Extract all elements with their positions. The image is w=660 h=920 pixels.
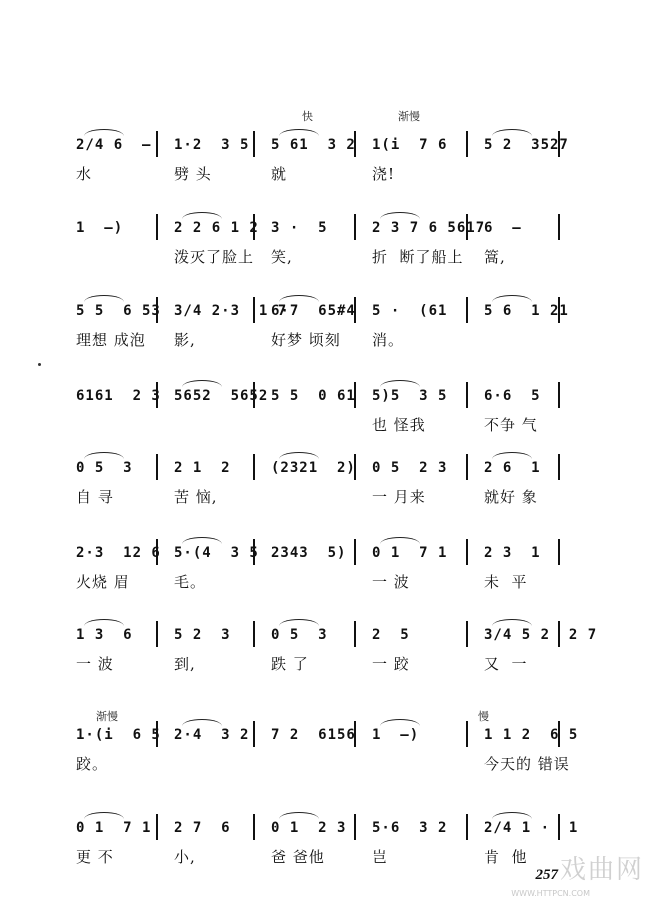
barline [466, 382, 468, 408]
lyric-text: 岂 [372, 848, 389, 866]
measure-notes: 5 5 6 53 [76, 303, 161, 319]
measure-notes: 5 6 1 21 [484, 303, 569, 319]
barline [156, 131, 158, 157]
lyric-text: 未 平 [484, 573, 528, 591]
barline [558, 214, 560, 240]
barline [466, 721, 468, 747]
measure-notes: 0 5 3 [76, 460, 133, 476]
slur-arc [279, 452, 319, 459]
barline [466, 621, 468, 647]
measure-notes: 2 6 1 [484, 460, 541, 476]
tempo-mark: 渐慢 [398, 110, 420, 123]
measure-notes: 1 3 6 [76, 627, 133, 643]
measure-notes: 5 5 0 61 [271, 388, 356, 404]
measure-notes: 0 1 7 1 [372, 545, 448, 561]
measure-notes: 5 2 3 [174, 627, 231, 643]
lyric-text: 小, [174, 848, 196, 866]
measure-notes: 1 1 2 6 5 [484, 727, 579, 743]
measure-notes: 2343 5) [271, 545, 347, 561]
measure-notes: 0 1 2 3 [271, 820, 347, 836]
slur-arc [492, 619, 532, 626]
measure-notes: 0 5 3 [271, 627, 328, 643]
lyric-text: 更 不 [76, 848, 114, 866]
measure-notes: 2 5 [372, 627, 410, 643]
slur-arc [492, 812, 532, 819]
barline [253, 814, 255, 840]
measure-notes: 6161 2 3 [76, 388, 161, 404]
lyric-text: 苦 恼, [174, 488, 218, 506]
lyric-text: 就 [271, 165, 288, 183]
lyric-text: 跤。 [76, 755, 109, 773]
slur-arc [84, 452, 124, 459]
stray-mark [38, 363, 41, 366]
slur-arc [492, 129, 532, 136]
barline [253, 721, 255, 747]
lyric-text: 一 波 [76, 655, 114, 673]
barline [466, 539, 468, 565]
tempo-mark: 慢 [478, 710, 489, 723]
slur-arc [182, 212, 222, 219]
measure-notes: 2/4 1 · 1 [484, 820, 579, 836]
lyric-text: 又 一 [484, 655, 528, 673]
slur-arc [380, 537, 420, 544]
barline [558, 454, 560, 480]
measure-notes: 2 3 7 6 5617 [372, 220, 486, 236]
barline [466, 297, 468, 323]
lyric-text: 一 月来 [372, 488, 426, 506]
barline [156, 214, 158, 240]
measure-notes: 2 3 1 [484, 545, 541, 561]
barline [466, 131, 468, 157]
measure-notes: (2321 2) [271, 460, 356, 476]
measure-notes: 6·7 65#4 [271, 303, 356, 319]
measure-notes: 1 —) [76, 220, 124, 236]
slur-arc [380, 719, 420, 726]
barline [156, 814, 158, 840]
lyric-text: 就好 象 [484, 488, 538, 506]
barline [253, 454, 255, 480]
measure-notes: 5 61 3 2 [271, 137, 356, 153]
measure-notes: 0 1 7 1 [76, 820, 152, 836]
barline [466, 814, 468, 840]
lyric-text: 好梦 顷刻 [271, 331, 341, 349]
tempo-mark: 渐慢 [96, 710, 118, 723]
slur-arc [279, 619, 319, 626]
slur-arc [182, 719, 222, 726]
measure-notes: 5 · (61 [372, 303, 448, 319]
slur-arc [492, 452, 532, 459]
lyric-text: 篙, [484, 248, 506, 266]
lyric-text: 泼灭了脸上 [174, 248, 255, 266]
watermark-logo-text: 戏曲网 [559, 855, 644, 885]
lyric-text: 火烧 眉 [76, 573, 130, 591]
barline [354, 814, 356, 840]
lyric-text: 自 寻 [76, 488, 114, 506]
barline [466, 454, 468, 480]
barline [558, 382, 560, 408]
slur-arc [84, 129, 124, 136]
slur-arc [182, 537, 222, 544]
measure-notes: 2·3 12 6 [76, 545, 161, 561]
watermark-url: WWW.HTTPCN.COM [511, 889, 590, 898]
lyric-text: 不争 气 [484, 416, 538, 434]
barline [354, 539, 356, 565]
measure-notes: 3/4 2·3 1 7 [174, 303, 288, 319]
barline [253, 131, 255, 157]
barline [156, 454, 158, 480]
measure-notes: 2·4 3 2 [174, 727, 250, 743]
measure-notes: 1(i 7 6 [372, 137, 448, 153]
measure-notes: 2 2 6 1 2 [174, 220, 259, 236]
measure-notes: 3/4 5 2 2 7 [484, 627, 598, 643]
lyric-text: 影, [174, 331, 196, 349]
lyric-text: 毛。 [174, 573, 207, 591]
measure-notes: 0 5 2 3 [372, 460, 448, 476]
measure-notes: 6 — [484, 220, 522, 236]
slur-arc [380, 212, 420, 219]
slur-arc [84, 619, 124, 626]
lyric-text: 水 [76, 165, 93, 183]
lyric-text: 折 断了船上 [372, 248, 464, 266]
measure-notes: 2/4 6 — [76, 137, 152, 153]
barline [354, 214, 356, 240]
lyric-text: 今天的 错误 [484, 755, 570, 773]
measure-notes: 5652 5652 [174, 388, 269, 404]
slur-arc [279, 295, 319, 302]
lyric-text: 笑, [271, 248, 293, 266]
slur-arc [492, 295, 532, 302]
lyric-text: 肯 他 [484, 848, 528, 866]
lyric-text: 爸 爸他 [271, 848, 325, 866]
lyric-text: 一 波 [372, 573, 410, 591]
lyric-text: 到, [174, 655, 196, 673]
barline [354, 621, 356, 647]
measure-notes: 1·(i 6 5 [76, 727, 161, 743]
measure-notes: 1 —) [372, 727, 420, 743]
slur-arc [380, 380, 420, 387]
tempo-mark: 快 [302, 110, 313, 123]
slur-arc [182, 380, 222, 387]
lyric-text: 也 怪我 [372, 416, 426, 434]
measure-notes: 1·2 3 5 [174, 137, 250, 153]
barline [558, 539, 560, 565]
measure-notes: 2 7 6 [174, 820, 231, 836]
lyric-text: 劈 头 [174, 165, 212, 183]
lyric-text: 理想 成泡 [76, 331, 146, 349]
measure-notes: 5 2 3527 [484, 137, 569, 153]
barline [156, 621, 158, 647]
barline [253, 621, 255, 647]
slur-arc [84, 295, 124, 302]
slur-arc [279, 129, 319, 136]
measure-notes: 2 1 2 [174, 460, 231, 476]
slur-arc [279, 812, 319, 819]
measure-notes: 3 · 5 [271, 220, 328, 236]
measure-notes: 6·6 5 [484, 388, 541, 404]
measure-notes: 5·6 3 2 [372, 820, 448, 836]
measure-notes: 7 2 6156 [271, 727, 356, 743]
lyric-text: 跌 了 [271, 655, 309, 673]
measure-notes: 5)5 3 5 [372, 388, 448, 404]
lyric-text: 一 跤 [372, 655, 410, 673]
measure-notes: 5·(4 3 5 [174, 545, 259, 561]
slur-arc [84, 812, 124, 819]
lyric-text: 浇! [372, 165, 396, 183]
lyric-text: 消。 [372, 331, 405, 349]
page-number: 257 [535, 867, 558, 883]
